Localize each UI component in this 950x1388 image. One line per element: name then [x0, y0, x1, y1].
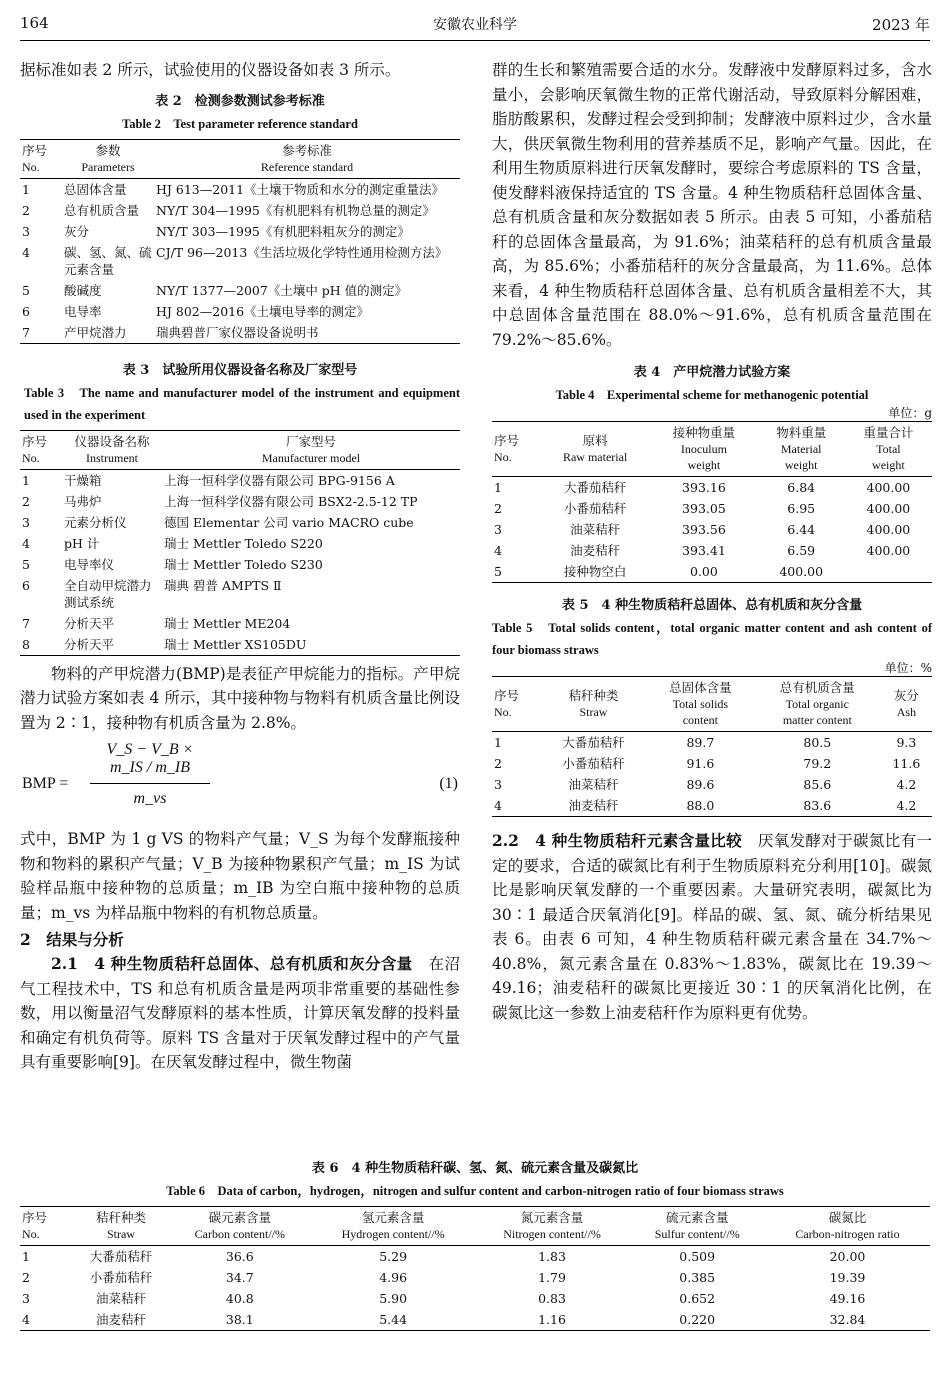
table-cell: 6.44 — [787, 522, 816, 537]
table-cell: 5.90 — [379, 1291, 408, 1306]
table-row — [20, 301, 460, 322]
table3 — [20, 430, 460, 656]
table-cell: CJ/T 96—2013《生活垃圾化学特性通用检测方法》 — [156, 244, 448, 260]
table-cell: 0.652 — [679, 1291, 716, 1306]
table-cell: 85.6 — [803, 777, 832, 792]
formula-number: (1) — [439, 775, 458, 792]
t4-h-no: 序号 No. — [492, 422, 540, 477]
t6-h-c: 碳元素含量 Carbon content//% — [168, 1207, 312, 1246]
table-cell: 3 — [494, 777, 502, 792]
t5-h-straw: 秸秆种类 Straw — [540, 677, 647, 732]
table-row — [20, 1267, 930, 1288]
table-cell: 上海一恒科学仪器有限公司 BPG-9156 A — [164, 472, 395, 488]
table-cell: 393.41 — [682, 543, 726, 558]
table-cell: 6.95 — [787, 501, 816, 516]
table-cell: NY/T 304—1995《有机肥料有机物总量的测定》 — [156, 202, 435, 218]
table-cell: 0.00 — [690, 564, 718, 579]
table-cell: 0.385 — [679, 1270, 716, 1285]
table-cell: 瑞士 Mettler Toledo S220 — [164, 535, 323, 551]
t6-h-s: 硫元素含量 Sulfur content//% — [629, 1207, 765, 1246]
table-cell: 德国 Elementar 公司 vario MACRO cube — [164, 514, 414, 530]
table-cell: HJ 802—2016《土壤电导率的测定》 — [156, 303, 370, 319]
t4-h-raw: 原料 Raw material — [540, 422, 650, 477]
t5-h-om: 总有机质含量 Total organic matter content — [754, 677, 881, 732]
table-cell: 油麦秸秆 — [568, 798, 619, 813]
table-row — [20, 469, 460, 491]
table-cell: 32.84 — [829, 1312, 866, 1327]
t3-h-mfr: 厂家型号 Manufacturer model — [162, 430, 460, 469]
t4-h-inoc: 接种物重量 Inoculum weight — [650, 422, 757, 477]
bmp-paragraph: 物料的产甲烷潜力(BMP)是表征产甲烷能力的指标。产甲烷潜力试验方案如表 4 所示，其中接种物与物料有机质含量比例设置为 2∶1，接种物有机质含量为 2.8%。 — [20, 664, 460, 732]
table-cell: 11.6 — [892, 756, 921, 771]
table-row — [20, 1309, 930, 1331]
table-cell: 1 — [22, 472, 30, 488]
table-cell: 5 — [22, 556, 30, 572]
table-cell: 19.39 — [829, 1270, 866, 1285]
table-cell: 大番茄秸秆 — [89, 1249, 153, 1264]
section-21 — [20, 952, 460, 1075]
table-cell: 油菜秸秆 — [568, 777, 619, 792]
table-cell: 91.6 — [686, 756, 715, 771]
section-22 — [492, 829, 932, 1025]
table-cell: 油麦秸秆 — [570, 543, 621, 558]
t3-h-no: 序号 No. — [20, 430, 62, 469]
table-cell: 5.29 — [379, 1249, 408, 1264]
table-cell: 小番茄秸秆 — [562, 756, 625, 771]
table-cell: 马弗炉 — [64, 493, 102, 509]
table6 — [20, 1206, 930, 1331]
table6-block — [20, 1158, 930, 1331]
table-cell: 34.7 — [225, 1270, 254, 1285]
table-row — [492, 498, 932, 519]
table-cell: 全自动甲烷潜力测试系统 — [64, 577, 152, 610]
table-cell: 7 — [22, 615, 30, 631]
section-2-title: 2 结果与分析 — [20, 930, 124, 949]
table-row — [20, 221, 460, 242]
table-cell: 7 — [22, 324, 30, 340]
table-cell: 2 — [494, 756, 502, 771]
table-cell: 400.00 — [866, 480, 911, 495]
t6-h-no: 序号 No. — [20, 1207, 74, 1246]
table-cell: 电导率 — [64, 303, 102, 319]
table-cell: 4 — [494, 798, 502, 813]
table-row — [492, 477, 932, 499]
table-cell: 小番茄秸秆 — [563, 501, 627, 516]
table-cell: 3 — [22, 1291, 30, 1306]
running-header — [20, 14, 930, 41]
table2-caption-en: Table 2 Test parameter reference standard — [122, 116, 358, 131]
table4-caption-cn: 表 4 产甲烷潜力试验方案 — [633, 365, 791, 380]
year: 2023 年 — [872, 16, 930, 34]
table-cell: 瑞典碧普厂家仪器设备说明书 — [156, 324, 319, 340]
section-21-text: 在沼气工程技术中，TS 和总有机质含量是两项非常重要的基础性参数，用以衡量沼气发酵原料的基本性质，计算厌氧发酵的投料量和确定有机负荷等。原料 TS 含量对于厌氧发酵过程中的产气量具有重要影响[9]。在厌氧发酵过程中，微生物菌 — [20, 955, 460, 1071]
table-cell: 20.00 — [829, 1249, 866, 1264]
table-cell: 上海一恒科学仪器有限公司 BSX2-2.5-12 TP — [164, 493, 418, 509]
table-cell: 5.44 — [379, 1312, 408, 1327]
table5-unit: 单位：% — [884, 661, 932, 675]
table-row — [20, 533, 460, 554]
table-cell: 瑞士 Mettler XS105DU — [164, 636, 307, 652]
table6-caption-en: Table 6 Data of carbon，hydrogen，nitrogen and sulfur content and carbon-nitrogen ratio of four biomass straws — [166, 1184, 784, 1198]
table-cell: 0.83 — [538, 1291, 566, 1306]
table-cell: 总有机质含量 — [64, 202, 140, 218]
table-row — [20, 613, 460, 634]
table-cell: 4.2 — [896, 798, 917, 813]
table-cell: 9.3 — [896, 735, 917, 750]
left-column — [20, 58, 460, 1075]
table-cell: 1.16 — [538, 1312, 566, 1327]
table-cell: 6 — [22, 303, 30, 319]
table-cell: 4 — [22, 535, 30, 551]
table-cell: 2 — [22, 493, 30, 509]
table4-caption-en: Table 4 Experimental scheme for methanogenic potential — [555, 388, 869, 402]
section-22-text: 厌氧发酵对于碳氮比有一定的要求，合适的碳氮比有利于生物质原料充分利用[10]。碳氮比是影响厌氧发酵的一个重要因素。大量研究表明，碳氮比为 30∶1 最适合厌氧消化[9]。样品的碳、氢、氮、硫分析结果见表 6。由表 6 可知，4 种生物质秸秆碳元素含量在 34.7%～40.8%，氮元素含量在 0.83%～1.83%，碳氮比在 19.39～49.16；油麦秸秆的碳氮比更接近 30∶1 的厌氧消化比例，在碳氮比这一参数上油麦秸秆作为原料更有优势。 — [492, 832, 932, 1022]
table-cell: 38.1 — [225, 1312, 254, 1327]
table-cell: 393.16 — [682, 480, 726, 495]
table-cell: 80.5 — [803, 735, 832, 750]
table-cell: 88.0 — [686, 798, 715, 813]
table-cell: 2 — [494, 501, 502, 516]
table-cell: 400.00 — [866, 543, 911, 558]
table-cell: 36.6 — [225, 1249, 254, 1264]
table-cell: 393.05 — [682, 501, 726, 516]
table-row — [20, 1288, 930, 1309]
table-row — [492, 774, 932, 795]
table2-caption-cn: 表 2 检测参数测试参考标准 — [155, 93, 325, 109]
table-row — [20, 1246, 930, 1268]
table-cell: 酸碱度 — [64, 282, 102, 298]
table-cell: 瑞士 Mettler Toledo S230 — [164, 556, 323, 572]
table2 — [20, 139, 460, 344]
section-21-title: 2.1 4 种生物质秸秆总固体、总有机质和灰分含量 — [51, 954, 413, 973]
table-cell: 0.509 — [679, 1249, 716, 1264]
table-cell: 6.84 — [787, 480, 816, 495]
table-cell: 油菜秸秆 — [95, 1291, 146, 1306]
table-cell: NY/T 303—1995《有机肥料粗灰分的测定》 — [156, 223, 410, 239]
table-row — [20, 200, 460, 221]
table-row — [492, 519, 932, 540]
t2-h-std: 参考标准 Reference standard — [154, 139, 460, 178]
section-22-title: 2.2 4 种生物质秸秆元素含量比较 — [492, 831, 743, 850]
table-cell: 89.6 — [686, 777, 715, 792]
table-cell: 4 — [22, 244, 30, 260]
table-cell: HJ 613—2011《土壤干物质和水分的测定重量法》 — [156, 181, 445, 197]
table6-caption-cn: 表 6 4 种生物质秸秆碳、氢、氮、硫元素含量及碳氮比 — [311, 1161, 639, 1176]
table-cell: 400.00 — [779, 564, 824, 579]
t6-h-straw: 秸秆种类 Straw — [74, 1207, 168, 1246]
table-cell: 2 — [22, 1270, 30, 1285]
table4-unit: 单位：g — [888, 406, 932, 420]
table-cell: 1 — [494, 735, 502, 750]
table-cell: 2 — [22, 202, 30, 218]
table-cell: 5 — [22, 282, 30, 298]
table-cell: 分析天平 — [64, 615, 115, 631]
table-row — [492, 540, 932, 561]
table-row — [20, 242, 460, 280]
table-cell: 1 — [22, 181, 30, 197]
table-row — [492, 561, 932, 583]
t5-h-ts: 总固体含量 Total solids content — [647, 677, 754, 732]
table4 — [492, 421, 932, 583]
t4-h-tot: 重量合计 Total weight — [845, 422, 932, 477]
table-cell: 干燥箱 — [64, 472, 102, 488]
table-cell: 1 — [22, 1249, 30, 1264]
table3-caption-cn: 表 3 试验所用仪器设备名称及厂家型号 — [122, 362, 358, 378]
table-row — [20, 322, 460, 344]
right-paragraph-1: 群的生长和繁殖需要合适的水分。发酵液中发酵原料过多，含水量小，会影响厌氧微生物的正常代谢活动，导致原料分解困难，脂肪酸累积，发酵过程会受到抑制；发酵液中原料过少，含水量大，供厌氧微生物利用的营养基质不足，影响产气量。因此，在利用生物质原料进行厌氧发酵时，要综合考虑原料的 TS 含量，使发酵料液保持适宜的 TS 含量。4 种生物质秸秆总固体含量、总有机质含量和灰分数据如表 5 所示。由表 5 可知，小番茄秸秆的总固体含量最高，为 91.6%；油菜秸秆的总有机质含量最高，为 85.6%；小番茄秸秆的灰分含量最高，为 11.6%。总体来看，4 种生物质秸秆总固体含量、总有机质含量相差不大，其中总固体含量范围在 88.0%～91.6%，总有机质含量范围在 79.2%～85.6%。 — [492, 61, 932, 349]
t6-h-n: 氮元素含量 Nitrogen content//% — [475, 1207, 630, 1246]
page-number: 164 — [20, 14, 49, 32]
t5-h-ash: 灰分 Ash — [881, 677, 932, 732]
table-cell: 1.83 — [538, 1249, 566, 1264]
table-row — [20, 178, 460, 200]
formula-lhs: BMP = — [22, 775, 69, 792]
right-column — [492, 58, 932, 1025]
table-cell: 3 — [494, 522, 502, 537]
table-cell: 元素分析仪 — [64, 514, 127, 530]
table5-caption-en: Table 5 Total solids content，total organic matter content and ash content of four biomass straws — [492, 621, 932, 657]
table-cell: 大番茄秸秆 — [563, 480, 627, 495]
table-cell: 3 — [22, 223, 30, 239]
table5 — [492, 676, 932, 817]
formula-numerator: V_S − V_B × m_IS / m_IB — [90, 741, 210, 784]
table-row — [20, 575, 460, 613]
t2-h-param: 参数 Parameters — [62, 139, 154, 178]
table-cell — [845, 561, 932, 583]
table-row — [20, 491, 460, 512]
table-cell: 40.8 — [225, 1291, 254, 1306]
table-cell: 油麦秸秆 — [95, 1312, 146, 1327]
t5-h-no: 序号 No. — [492, 677, 540, 732]
t6-h-h: 氢元素含量 Hydrogen content//% — [312, 1207, 475, 1246]
table-cell: 接种物空白 — [563, 564, 627, 579]
table-row — [20, 554, 460, 575]
table-cell: 瑞士 Mettler ME204 — [164, 615, 291, 631]
table-cell: 碳、氢、氮、硫元素含量 — [64, 244, 152, 277]
table-cell: 89.7 — [686, 735, 715, 750]
table-cell: 3 — [22, 514, 30, 530]
table-cell: 灰分 — [64, 223, 90, 239]
table-row — [20, 280, 460, 301]
table-cell: 49.16 — [829, 1291, 866, 1306]
table-cell: 0.220 — [679, 1312, 716, 1327]
table-cell: 1.79 — [538, 1270, 566, 1285]
table-cell: 79.2 — [803, 756, 832, 771]
table-cell: 小番茄秸秆 — [89, 1270, 153, 1285]
t3-h-inst: 仪器设备名称 Instrument — [62, 430, 162, 469]
table-cell: 4 — [22, 1312, 30, 1327]
table-row — [492, 732, 932, 754]
table5-caption-cn: 表 5 4 种生物质秸秆总固体、总有机质和灰分含量 — [561, 598, 863, 613]
table-cell: 分析天平 — [64, 636, 115, 652]
table-cell: 4 — [494, 543, 502, 558]
t6-h-cn: 碳氮比 Carbon-nitrogen ratio — [765, 1207, 930, 1246]
table-cell: 400.00 — [866, 522, 911, 537]
intro-text: 据标准如表 2 所示，试验使用的仪器设备如表 3 所示。 — [20, 61, 401, 79]
table-cell: NY/T 1377—2007《土壤中 pH 值的测定》 — [156, 282, 408, 298]
table-cell: 6 — [22, 577, 30, 593]
t4-h-mat: 物料重量 Material weight — [758, 422, 845, 477]
table-cell: 总固体含量 — [64, 181, 127, 197]
t2-h-no: 序号 No. — [20, 139, 62, 178]
definition-paragraph: 式中，BMP 为 1 g VS 的物料产气量；V_S 为每个发酵瓶接种物和物料的累积产气量；V_B 为接种物累积产气量；m_IS 为试验样品瓶中接种物的总质量；m_IB 为空白瓶中接种物的总质量；m_vs 为样品瓶中物料的有机物总质量。 — [20, 830, 460, 922]
table3-caption-en: Table 3 The name and manufacturer model of the instrument and equipment used in the experiment — [24, 385, 460, 422]
formula-fraction — [90, 741, 210, 808]
table-cell: 6.59 — [787, 543, 816, 558]
table-cell: 400.00 — [866, 501, 911, 516]
table-cell: 大番茄秸秆 — [562, 735, 625, 750]
table-cell: 产甲烷潜力 — [64, 324, 127, 340]
table-row — [492, 753, 932, 774]
table-cell: 瑞典 碧普 AMPTS Ⅱ — [164, 577, 282, 593]
bmp-formula — [20, 741, 460, 827]
table-cell: 4.2 — [896, 777, 917, 792]
table-cell: 393.56 — [682, 522, 726, 537]
formula-denominator: m_vs — [133, 790, 167, 807]
table-cell: 油菜秸秆 — [570, 522, 621, 537]
table-cell: pH 计 — [64, 535, 100, 551]
table-row — [492, 795, 932, 817]
table-cell: 4.96 — [379, 1270, 408, 1285]
table-cell: 1 — [494, 480, 502, 495]
table-cell: 8 — [22, 636, 30, 652]
table-row — [20, 512, 460, 533]
table-cell: 5 — [494, 564, 502, 579]
table-row — [20, 634, 460, 656]
table-cell: 电导率仪 — [64, 556, 115, 572]
journal-name: 安徽农业科学 — [433, 17, 517, 33]
table-cell: 83.6 — [803, 798, 832, 813]
